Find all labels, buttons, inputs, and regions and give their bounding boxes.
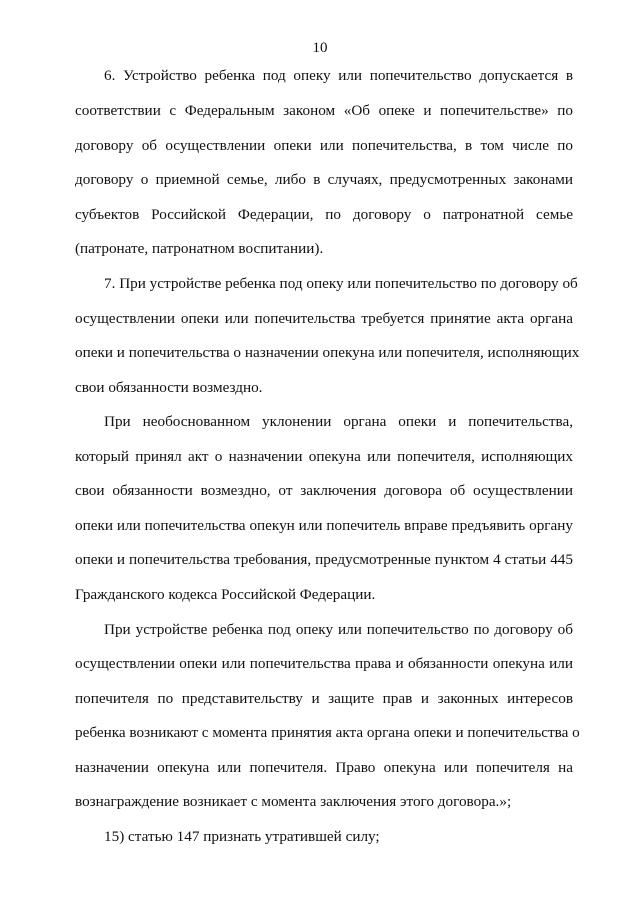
paragraph-1-line-1: 6. Устройство ребенка под опеку или попечительство допускается в	[104, 67, 573, 84]
paragraph-1-line-3: договору об осуществлении опеки или попечительства, в том числе по	[75, 137, 573, 154]
paragraph-1-line-5: субъектов Российской Федерации, по договору о патронатной семье	[75, 206, 573, 223]
paragraph-3-line-3: свои обязанности возмездно, от заключения договора об осуществлении	[75, 482, 573, 499]
paragraph-4-line-1: При устройстве ребенка под опеку или попечительство по договору об	[104, 621, 573, 638]
paragraph-2-line-4: свои обязанности возмездно.	[75, 379, 263, 396]
paragraph-3-line-2: который принял акт о назначении опекуна или попечителя, исполняющих	[75, 448, 573, 465]
paragraph-1-line-4: договору о приемной семье, либо в случаях, предусмотренных законами	[75, 171, 573, 188]
paragraph-4-line-3: попечителя по представительству и защите прав и законных интересов	[75, 690, 573, 707]
paragraph-3-line-4: опеки или попечительства опекун или попечитель вправе предъявить органу	[75, 517, 573, 534]
page-number: 10	[312, 40, 328, 56]
paragraph-4-line-4: ребенка возникают с момента принятия акта органа опеки и попечительства о	[75, 724, 580, 741]
paragraph-1-line-2: соответствии с Федеральным законом «Об опеке и попечительстве» по	[75, 102, 573, 119]
paragraph-5-line-1: 15) статью 147 признать утратившей силу;	[104, 828, 380, 845]
paragraph-2-line-3: опеки и попечительства о назначении опекуна или попечителя, исполняющих	[75, 344, 580, 361]
paragraph-2-line-2: осуществлении опеки или попечительства требуется принятие акта органа	[75, 310, 573, 327]
paragraph-3-line-6: Гражданского кодекса Российской Федерации.	[75, 586, 376, 603]
paragraph-4-line-5: назначении опекуна или попечителя. Право опекуна или попечителя на	[75, 759, 573, 776]
paragraph-4-line-6: вознаграждение возникает с момента заключения этого договора.»;	[75, 793, 512, 810]
paragraph-3-line-5: опеки и попечительства требования, предусмотренные пунктом 4 статьи 445	[75, 551, 573, 568]
paragraph-4-line-2: осуществлении опеки или попечительства права и обязанности опекуна или	[75, 655, 573, 672]
paragraph-3-line-1: При необоснованном уклонении органа опеки и попечительства,	[104, 413, 573, 430]
paragraph-1-line-6: (патронате, патронатном воспитании).	[75, 240, 324, 257]
paragraph-2-line-1: 7. При устройстве ребенка под опеку или попечительство по договору об	[104, 275, 578, 292]
